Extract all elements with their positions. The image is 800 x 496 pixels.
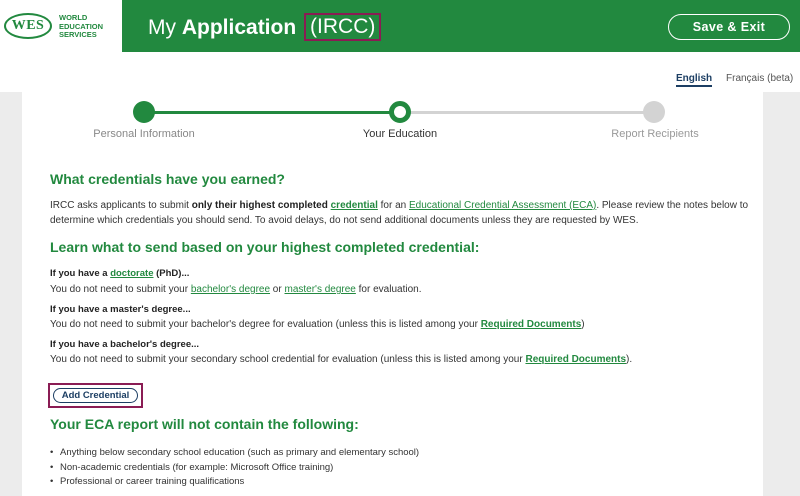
- step-label-your-education: Your Education: [362, 128, 438, 140]
- add-credential-highlight: [48, 383, 143, 408]
- language-french-link[interactable]: Français (beta): [726, 73, 794, 84]
- right-gutter: [763, 92, 800, 496]
- body-text: or: [270, 284, 285, 295]
- logo-line: WORLD: [59, 13, 88, 22]
- required-documents-link[interactable]: Required Documents: [480, 319, 582, 330]
- credentials-heading: What credentials have you earned?: [50, 171, 285, 187]
- step-label-personal-information: Personal Information: [93, 128, 195, 140]
- bachelors-text: [50, 352, 632, 367]
- intro-text: . Please review the notes below to: [596, 200, 749, 211]
- title-tag-highlighted: (IRCC): [304, 13, 381, 41]
- stepper-progress-line: [144, 111, 400, 114]
- intro-text: IRCC asks applicants to submit: [50, 200, 192, 211]
- masters-title: If you have a master's degree...: [50, 304, 191, 315]
- wes-logo[interactable]: [0, 0, 122, 52]
- body-text: You do not need to submit your secondary school credential for evaluation (unless this is listed among your: [50, 354, 526, 365]
- doctorate-title: [50, 268, 189, 279]
- credential-link[interactable]: credential: [330, 200, 378, 211]
- logo-line: SERVICES: [59, 30, 97, 39]
- list-item: • Professional or career training qualifications: [60, 475, 419, 490]
- exclusions-list: [60, 446, 419, 490]
- logo-abbr: WES: [11, 18, 45, 33]
- learn-heading: Learn what to send based on your highest completed credential:: [50, 239, 480, 255]
- required-documents-link[interactable]: Required Documents: [525, 354, 627, 365]
- masters-text: [50, 317, 585, 332]
- body-text: ): [581, 319, 585, 330]
- step-current-dot[interactable]: [389, 101, 411, 123]
- title-prefix: My: [148, 16, 176, 39]
- eca-report-heading: Your ECA report will not contain the following:: [50, 416, 359, 432]
- bachelors-degree-link[interactable]: bachelor's degree: [190, 284, 271, 295]
- title-text: If you have a: [50, 268, 111, 279]
- logo-emblem: [4, 13, 52, 39]
- add-credential-button[interactable]: Add Credential: [53, 388, 138, 403]
- title-text: (PhD)...: [153, 268, 190, 279]
- step-complete-dot[interactable]: [133, 101, 155, 123]
- save-exit-button[interactable]: Save & Exit: [668, 14, 790, 40]
- logo-line: EDUCATION: [59, 21, 104, 31]
- body-text: ).: [626, 354, 633, 365]
- intro-text: determine which credentials you should send. To avoid delays, do not send additional documents unless they are requested by WES.: [50, 215, 639, 226]
- list-item: • Anything below secondary school education (such as primary and elementary school): [60, 446, 419, 461]
- eca-link[interactable]: Educational Credential Assessment (ECA): [409, 200, 597, 211]
- doctorate-link[interactable]: doctorate: [110, 268, 154, 279]
- intro-emphasis: only their highest completed: [191, 200, 331, 211]
- stepper-remaining-line: [400, 111, 654, 114]
- step-upcoming-dot[interactable]: [643, 101, 665, 123]
- intro-text: for an: [377, 200, 410, 211]
- title-strong: Application: [181, 16, 297, 39]
- page-title: [148, 14, 381, 42]
- body-text: for evaluation.: [355, 284, 422, 295]
- body-text: You do not need to submit your bachelor's degree for evaluation (unless this is listed among your: [50, 319, 481, 330]
- app-header: [0, 0, 800, 52]
- language-english-link[interactable]: English: [676, 73, 712, 87]
- doctorate-text: [50, 282, 421, 297]
- masters-degree-link[interactable]: master's degree: [284, 284, 356, 295]
- bachelors-title: If you have a bachelor's degree...: [50, 339, 200, 350]
- intro-paragraph: [50, 198, 748, 228]
- body-text: You do not need to submit your: [50, 284, 191, 295]
- left-gutter: [0, 92, 22, 496]
- step-label-report-recipients: Report Recipients: [611, 128, 699, 140]
- list-item: • Non-academic credentials (for example: Microsoft Office training): [60, 461, 419, 476]
- logo-wordmark: [59, 14, 103, 40]
